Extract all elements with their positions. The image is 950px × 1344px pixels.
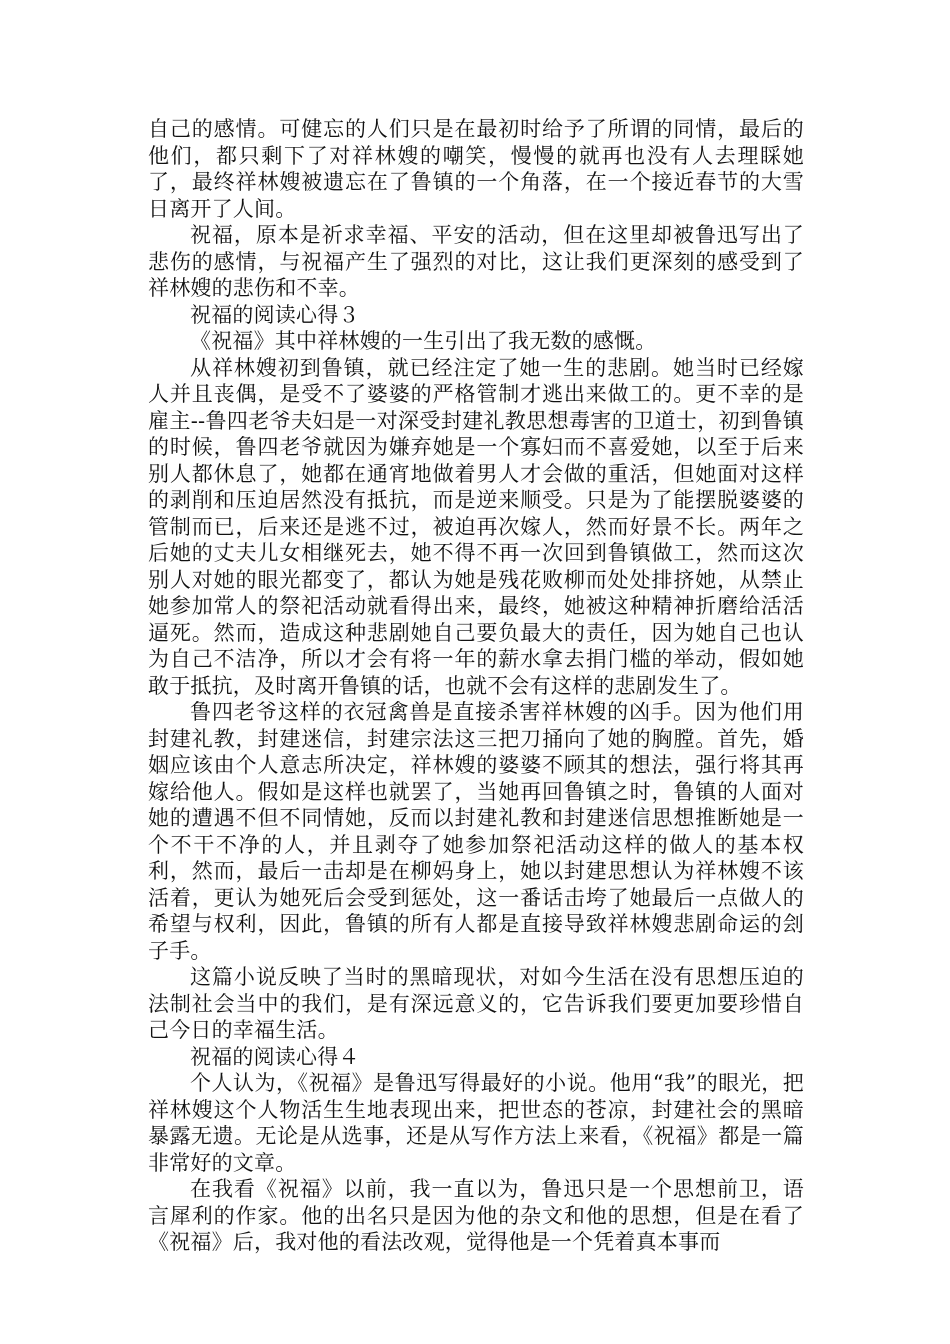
paragraph-5: 鲁四老爷这样的衣冠禽兽是直接杀害祥林嫂的凶手。因为他们用封建礼教，封建迷信，封建宗法这三把刀捅向了她的胸膛。首先，婚姻应该由个人意志所决定，祥林嫂的婆婆不顾其的想法，强行将其再嫁给他人。假如是这样也就罢了，当她再回鲁镇之时，鲁镇的人面对她的遭遇不但不同情她，反而以封建礼教和封建迷信思想推断她是一个不干不净的人，并且剥夺了她参加祭祀活动这样的做人的基本权利，然而，最后一击却是在柳妈身上，她以封建思想认为祥林嫂不该活着，更认为她死后会受到惩处，这一番话击垮了她最后一点做人的希望与权利，因此，鲁镇的所有人都是直接导致祥林嫂悲剧命运的刽子手。	[148, 700, 804, 963]
paragraph-2: 祝福，原本是祈求幸福、平安的活动，但在这里却被鲁迅写出了悲伤的感情，与祝福产生了强烈的对比，这让我们更深刻的感受到了祥林嫂的悲伤和不幸。	[148, 223, 804, 300]
paragraph-3: 《祝福》其中祥林嫂的一生引出了我无数的感慨。	[190, 329, 657, 353]
paragraph-4: 从祥林嫂初到鲁镇，就已经注定了她一生的悲剧。她当时已经嫁人并且丧偶，是受不了婆婆的严格管制才逃出来做工的。更不幸的是雇主--鲁四老爷夫妇是一对深受封建礼教思想毒害的卫道士，初到鲁镇的时候，鲁四老爷就因为嫌弃她是一个寡妇而不喜爱她，以至于后来别人都休息了，她都在通宵地做着男人才会做的重活，但她面对这样的剥削和压迫居然没有抵抗，而是逆来顺受。只是为了能摆脱婆婆的管制而已，后来还是逃不过，被迫再次嫁人，然而好景不长。两年之后她的丈夫儿女相继死去，她不得不再一次回到鲁镇做工，然而这次别人对她的眼光都变了，都认为她是残花败柳而处处排挤她，从禁止她参加常人的祭祀活动就看得出来，最终，她被这种精神折磨给活活逼死。然而，造成这种悲剧她自己要负最大的责任，因为她自己也认为自己不洁净，所以才会有将一年的薪水拿去捐门槛的举动，假如她敢于抵抗，及时离开鲁镇的话，也就不会有这样的悲剧发生了。	[148, 355, 804, 698]
section-heading-3: 祝福的阅读心得３	[190, 302, 360, 327]
paragraph-1: 自己的感情。可健忘的人们只是在最初时给予了所谓的同情，最后的他们，都只剩下了对祥林嫂的嘲笑，慢慢的就再也没有人去理睬她了，最终祥林嫂被遗忘在了鲁镇的一个角落，在一个接近春节的大雪日离开了人间。	[148, 117, 804, 221]
document-page	[148, 116, 804, 1256]
section-heading-4: 祝福的阅读心得４	[190, 1044, 360, 1069]
paragraph-8: 在我看《祝福》以前，我一直以为，鲁迅只是一个思想前卫，语言犀利的作家。他的出名只是因为他的杂文和他的思想，但是在看了《祝福》后，我对他的看法改观，觉得他是一个凭着真本事而	[148, 1177, 804, 1254]
paragraph-6: 这篇小说反映了当时的黑暗现状，对如今生活在没有思想压迫的法制社会当中的我们，是有深远意义的，它告诉我们要更加要珍惜自己今日的幸福生活。	[148, 965, 804, 1042]
paragraph-7: 个人认为，《祝福》是鲁迅写得最好的小说。他用“我”的眼光，把祥林嫂这个人物活生生地表现出来，把世态的苍凉，封建社会的黑暗暴露无遗。无论是从选事，还是从写作方法上来看，《祝福》都是一篇非常好的文章。	[148, 1071, 804, 1175]
